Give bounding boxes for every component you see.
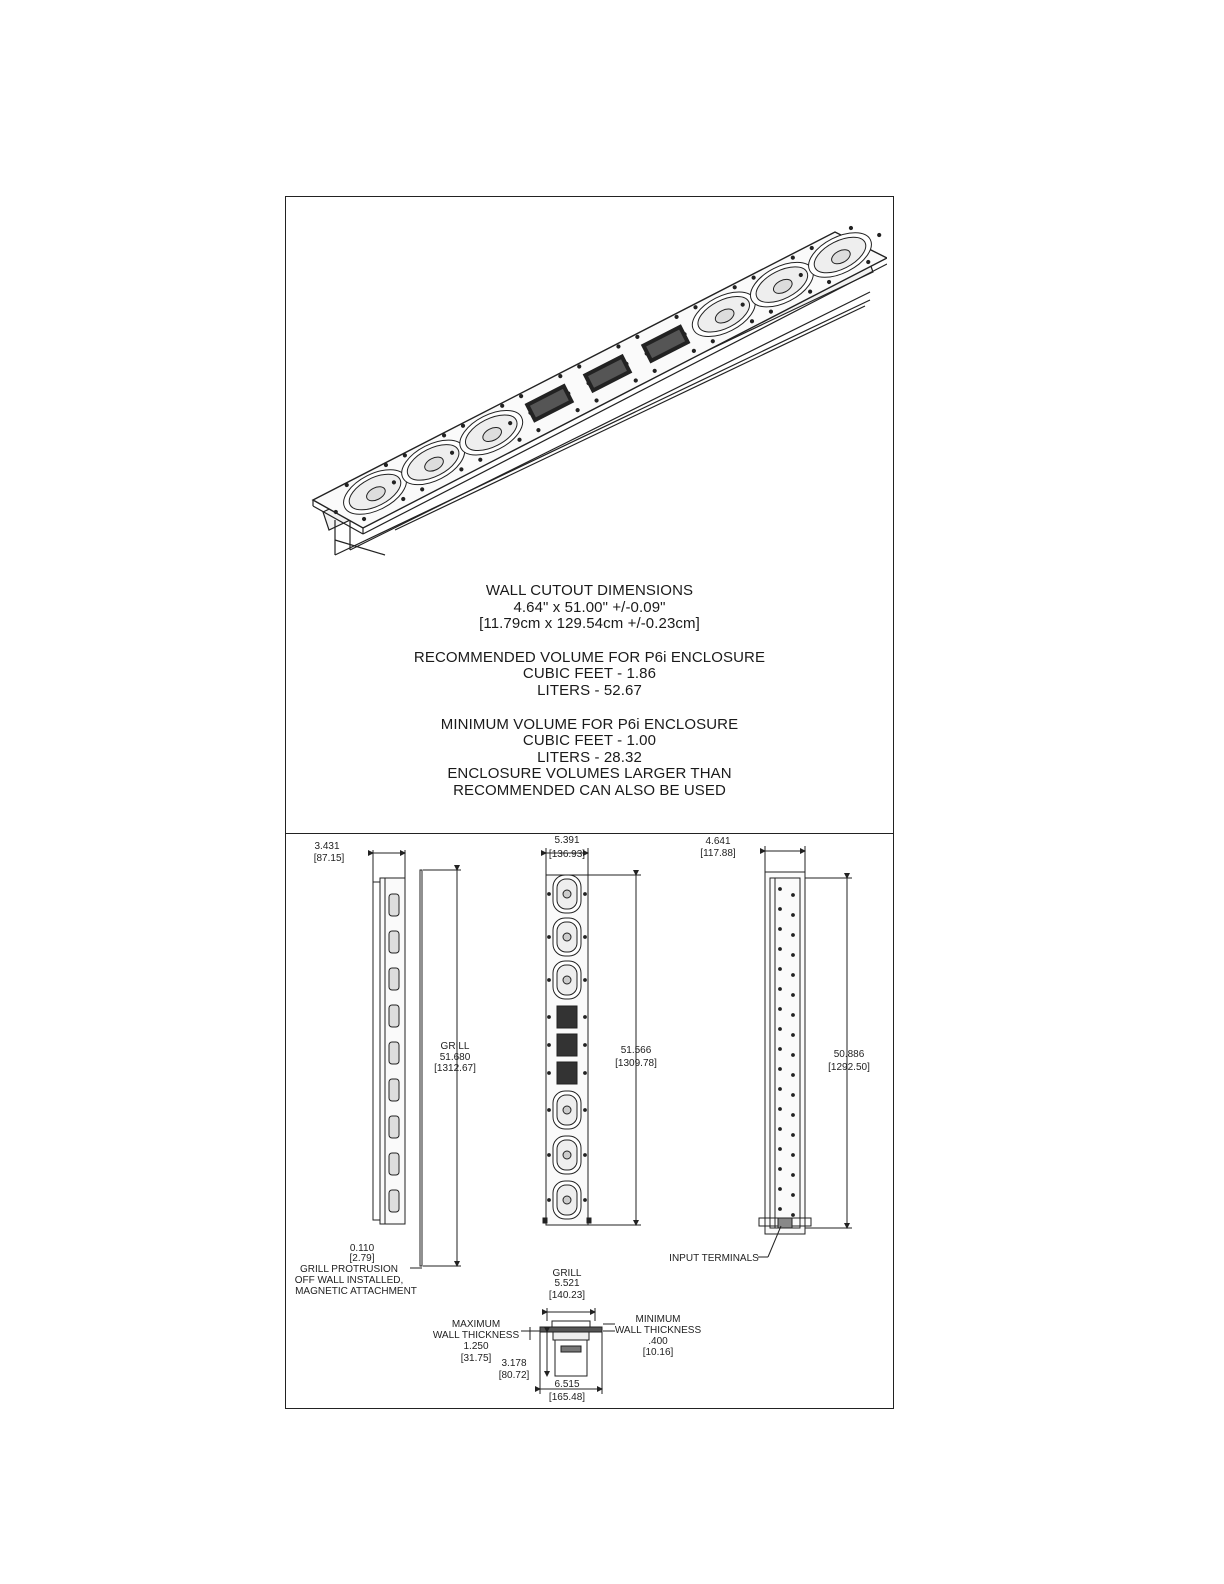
side-driver-profile	[389, 1079, 399, 1101]
mounting-hole	[792, 1194, 795, 1197]
side-driver-profile	[389, 968, 399, 990]
min-wall-label-1: MINIMUM	[635, 1314, 681, 1325]
mounting-hole	[779, 1168, 782, 1171]
section-grill-label: GRILL	[552, 1268, 582, 1279]
recommended-liters: LITERS - 52.67	[537, 681, 642, 699]
mounting-hole	[779, 1208, 782, 1211]
mounting-hole	[792, 1034, 795, 1037]
front-height-value: 51.566	[620, 1045, 652, 1056]
front-tweeter-icon	[557, 1034, 577, 1056]
front-width-value: 5.391	[554, 835, 580, 846]
side-depth-mm: [87.15]	[313, 853, 345, 864]
front-height-mm: [1309.78]	[615, 1058, 657, 1069]
mounting-hole	[779, 988, 782, 991]
driver-array	[325, 216, 887, 531]
side-driver-profile	[389, 1153, 399, 1175]
section-grill-width-mm: [140.23]	[548, 1290, 586, 1301]
mounting-hole	[792, 1134, 795, 1137]
side-grill-label: GRILL	[440, 1041, 470, 1052]
mounting-hole	[792, 1114, 795, 1117]
front-width-mm: [136.93]	[548, 849, 586, 860]
mounting-hole	[779, 1088, 782, 1091]
side-driver-profile	[389, 931, 399, 953]
front-tweeter-icon	[557, 1062, 577, 1084]
mounting-hole	[779, 1148, 782, 1151]
mounting-hole	[792, 914, 795, 917]
mounting-hole	[792, 1154, 795, 1157]
protrusion-mm: [2.79]	[349, 1253, 375, 1264]
recommended-volume-title: RECOMMENDED VOLUME FOR P6i ENCLOSURE	[413, 648, 766, 666]
protrusion-note-1: GRILL PROTRUSION	[300, 1264, 398, 1275]
min-wall-label-2: WALL THICKNESS	[614, 1325, 702, 1336]
cutout-inches: 4.64" x 51.00" +/-0.09"	[513, 598, 666, 616]
mounting-hole	[792, 1094, 795, 1097]
mounting-hole	[779, 1128, 782, 1131]
input-terminals-label: INPUT TERMINALS	[669, 1253, 759, 1264]
back-height-value: 50.886	[833, 1049, 865, 1060]
larger-volumes-note-2: RECOMMENDED CAN ALSO BE USED	[453, 781, 726, 799]
mounting-hole	[792, 1174, 795, 1177]
side-grill-length-mm: [1312.67]	[434, 1063, 476, 1074]
side-driver-profile	[389, 1005, 399, 1027]
mounting-hole	[792, 954, 795, 957]
minimum-cubic-feet: CUBIC FEET - 1.00	[522, 732, 657, 750]
max-wall-label-1: MAXIMUM	[451, 1319, 501, 1330]
min-wall-mm: [10.16]	[642, 1347, 674, 1358]
mounting-hole	[779, 1028, 782, 1031]
mounting-hole	[792, 934, 795, 937]
protrusion-value: 0.110	[349, 1243, 375, 1254]
speaker-isometric-drawing	[295, 210, 887, 570]
side-grill-length: 51.680	[439, 1052, 471, 1063]
minimum-volume-title: MINIMUM VOLUME FOR P6i ENCLOSURE	[440, 715, 739, 733]
cutout-title: WALL CUTOUT DIMENSIONS	[485, 582, 694, 599]
mounting-hole	[792, 1074, 795, 1077]
max-wall-value: 1.250	[463, 1341, 489, 1352]
section-depth-value: 3.178	[501, 1358, 527, 1369]
dimension-drawings	[285, 834, 894, 1409]
recommended-cubic-feet: CUBIC FEET - 1.86	[522, 665, 657, 683]
larger-volumes-note-1: ENCLOSURE VOLUMES LARGER THAN	[447, 765, 732, 783]
mounting-hole	[779, 888, 782, 891]
mounting-hole	[779, 928, 782, 931]
protrusion-note-2: OFF WALL INSTALLED,	[294, 1275, 404, 1286]
side-driver-profile	[389, 894, 399, 916]
cutout-cm: [11.79cm x 129.54cm +/-0.23cm]	[479, 615, 700, 633]
mounting-hole	[779, 1068, 782, 1071]
mounting-hole	[779, 1048, 782, 1051]
mounting-hole	[779, 908, 782, 911]
section-grill-width: 5.521	[554, 1278, 580, 1289]
mounting-hole	[792, 1014, 795, 1017]
back-width-mm: [117.88]	[700, 848, 736, 859]
max-wall-mm: [31.75]	[460, 1353, 492, 1364]
back-height-mm: [1292.50]	[828, 1062, 870, 1073]
min-wall-value: .400	[648, 1336, 668, 1347]
front-tweeter-icon	[557, 1006, 577, 1028]
mounting-hole	[779, 1188, 782, 1191]
side-driver-profile	[389, 1116, 399, 1138]
mounting-hole	[779, 1008, 782, 1011]
mounting-hole	[779, 968, 782, 971]
mounting-hole	[779, 1108, 782, 1111]
mounting-hole	[792, 1214, 795, 1217]
max-wall-label-2: WALL THICKNESS	[432, 1330, 520, 1341]
mounting-hole	[792, 994, 795, 997]
front-view	[543, 848, 641, 1225]
flange-width-value: 6.515	[554, 1379, 580, 1390]
side-depth-value: 3.431	[314, 841, 340, 852]
back-width-value: 4.641	[705, 836, 731, 847]
section-depth-mm: [80.72]	[498, 1370, 530, 1381]
specification-notes	[285, 583, 894, 800]
flange-width-mm: [165.48]	[548, 1392, 586, 1403]
mounting-hole	[792, 894, 795, 897]
mounting-hole	[779, 948, 782, 951]
minimum-liters: LITERS - 28.32	[537, 748, 642, 766]
side-driver-profile	[389, 1042, 399, 1064]
mounting-hole	[792, 974, 795, 977]
side-driver-profile	[389, 1190, 399, 1212]
protrusion-note-3: MAGNETIC ATTACHMENT	[295, 1286, 417, 1297]
mounting-hole	[792, 1054, 795, 1057]
